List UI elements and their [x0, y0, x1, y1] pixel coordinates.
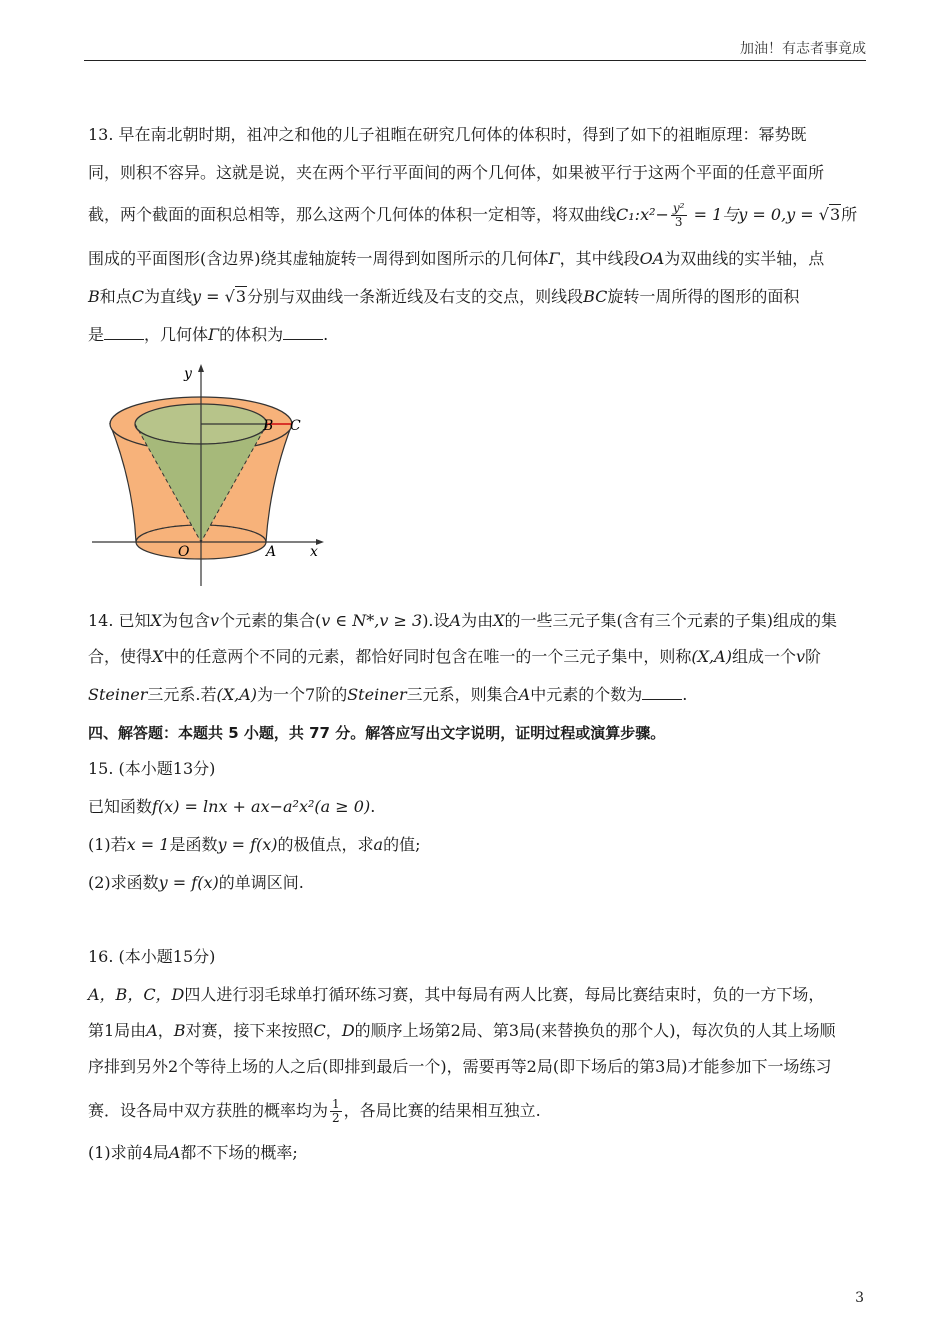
- text: 为双曲线的实半轴，点: [664, 249, 825, 268]
- text: 的极值点，求: [277, 835, 374, 854]
- text: 14. 已知: [88, 611, 151, 630]
- label-o: O: [178, 544, 190, 560]
- q13-line-1: [88, 124, 807, 146]
- text: 阶: [805, 647, 822, 666]
- hyperbola-name: C₁:x²−: [616, 205, 669, 224]
- var: D: [341, 1021, 355, 1040]
- text: .: [323, 325, 329, 344]
- text: 四人进行羽毛球单打循环练习赛，其中每局有两人比赛，每局比赛结束时，负的一方下场，: [184, 985, 825, 1004]
- text: 13. 早在南北朝时期，祖冲之和他的儿子祖暅在研究几何体的体积时，得到了如下的祖暅原理：幂势既: [88, 125, 807, 144]
- steiner: Steiner: [88, 685, 148, 704]
- point-c: C: [131, 287, 145, 306]
- text: 都不下场的概率;: [180, 1143, 298, 1162]
- text: 第1局由: [88, 1021, 147, 1040]
- q14-line-3: [88, 684, 687, 706]
- q16-part-1: [88, 1142, 298, 1164]
- text: 的单调区间.: [218, 873, 304, 892]
- q15-title: 15. (本小题13分): [88, 759, 216, 778]
- var: X: [152, 647, 164, 666]
- equation: y =: [192, 287, 225, 306]
- text: 已知函数: [88, 797, 153, 816]
- q16-line-2: [88, 1020, 836, 1042]
- text: 和点: [99, 287, 132, 306]
- text: 的一些三元子集(含有三个元素的子集)组成的集: [504, 611, 837, 630]
- answer-blank: [104, 325, 144, 340]
- fraction: [330, 1098, 342, 1125]
- label-b: B: [263, 418, 274, 434]
- text: .: [682, 685, 688, 704]
- gamma-symbol: Γ: [208, 325, 220, 344]
- text: (1)若: [88, 835, 127, 854]
- text: 旋转一周所得的图形的面积: [607, 287, 800, 306]
- text: ，各局比赛的结果相互独立.: [343, 1101, 541, 1120]
- text: (2)求函数: [88, 873, 159, 892]
- var: B: [173, 1021, 186, 1040]
- fraction: [671, 202, 687, 229]
- figure-svg: [88, 362, 338, 592]
- var: v: [795, 647, 805, 666]
- solid-of-revolution-figure: [88, 362, 338, 592]
- q16-line-1: [88, 984, 824, 1006]
- text: ，: [325, 1021, 342, 1040]
- answer-blank: [642, 685, 682, 700]
- section-heading: 四、解答题：本题共 5 小题，共 77 分。解答应写出文字说明，证明过程或演算步骤。: [88, 724, 666, 742]
- pair: (X,A): [216, 685, 258, 704]
- text: 三元系.若: [147, 685, 217, 704]
- q13-line-5: [88, 286, 799, 308]
- pair: (X,A): [691, 647, 732, 666]
- text: 的顺序上场第2局、第3局(来替换负的那个人)，每次负的人其上场顺: [354, 1021, 836, 1040]
- sqrt-symbol: √: [224, 287, 235, 306]
- text: ，几何体: [144, 325, 209, 344]
- page-number: 3: [855, 1290, 864, 1306]
- text: 围成的平面图形(含边界)绕其虚轴旋转一周得到如图所示的几何体: [88, 249, 549, 268]
- fraction-numerator: y²: [672, 201, 685, 215]
- text: 三元系，则集合: [406, 685, 519, 704]
- header-motto: 加油！有志者事竟成: [740, 41, 866, 57]
- equation: x = 1: [126, 835, 170, 854]
- label-a: A: [266, 544, 277, 560]
- text: 为包含: [161, 611, 210, 630]
- gamma-symbol: Γ: [548, 249, 560, 268]
- label-x: x: [310, 544, 318, 560]
- text: 对赛，接下来按照: [185, 1021, 314, 1040]
- function: f(x) = lnx + ax−a²x²(a ≥ 0): [152, 797, 371, 816]
- q16-line-4: [88, 1098, 541, 1125]
- page-header: [84, 32, 866, 61]
- q15-line-1: [88, 796, 375, 818]
- equation: y = 0,y =: [738, 205, 819, 224]
- text: (1)求前4局: [88, 1143, 169, 1162]
- segment-bc: BC: [583, 287, 608, 306]
- var: A: [449, 611, 462, 630]
- text: 为一个7阶的: [257, 685, 348, 704]
- q13-line-6: [88, 324, 328, 346]
- text: 合，使得: [88, 647, 153, 666]
- var: A: [146, 1021, 158, 1040]
- text: 赛．设各局中双方获胜的概率均为: [88, 1101, 329, 1120]
- text: 所: [841, 205, 858, 224]
- text: 分别与双曲线一条渐近线及右支的交点，则线段: [247, 287, 584, 306]
- fraction-denominator: 3: [674, 215, 683, 229]
- text: 截，两个截面的面积总相等，那么这两个几何体的体积一定相等，将双曲线: [88, 205, 617, 224]
- segment-oa: OA: [639, 249, 665, 268]
- q14-line-1: [88, 610, 837, 632]
- q16-title: 16. (本小题15分): [88, 947, 216, 966]
- var: v: [209, 611, 219, 630]
- q14-line-2: [88, 646, 821, 668]
- q15-part-1: [88, 834, 420, 856]
- text: 是函数: [169, 835, 218, 854]
- var: A: [518, 685, 531, 704]
- text: 的体积为: [219, 325, 284, 344]
- q13-line-2: [88, 162, 824, 184]
- text: 是: [88, 325, 105, 344]
- text: 中元素的个数为: [530, 685, 643, 704]
- q16-line-3: [88, 1056, 832, 1078]
- label-y: y: [184, 366, 192, 382]
- fraction-numerator: 1: [332, 1097, 340, 1111]
- text: 同，则积不容异。这就是说，夹在两个平行平面间的两个几何体，如果被平行于这两个平面的任意平面所: [88, 163, 825, 182]
- text: ，其中线段: [559, 249, 640, 268]
- text: 序排到另外2个等待上场的人之后(即排到最后一个)，需要再等2局(即下场后的第3局)才能参加下一场练习: [88, 1057, 832, 1076]
- text: ).设: [422, 611, 450, 630]
- label-c: C: [290, 418, 301, 434]
- condition: v ∈ N*,v ≥ 3: [321, 611, 423, 630]
- text: 为由: [461, 611, 494, 630]
- steiner: Steiner: [347, 685, 407, 704]
- answer-blank: [283, 325, 323, 340]
- players: A，B，C，D: [88, 985, 185, 1004]
- text: 的值;: [383, 835, 421, 854]
- sqrt-value: 3: [829, 205, 841, 224]
- var: A: [168, 1143, 181, 1162]
- fraction-denominator: 2: [332, 1111, 340, 1125]
- equation: y = f(x): [158, 873, 219, 892]
- var: X: [493, 611, 505, 630]
- var: a: [373, 835, 384, 854]
- equation: = 1与: [688, 205, 739, 224]
- sqrt-value: 3: [235, 287, 247, 306]
- text: 组成一个: [731, 647, 796, 666]
- var: X: [150, 611, 162, 630]
- sqrt-symbol: √: [818, 205, 829, 224]
- equation: y = f(x): [217, 835, 278, 854]
- text: 为直线: [144, 287, 193, 306]
- text: ，: [157, 1021, 174, 1040]
- y-axis-arrow-icon: [198, 364, 204, 372]
- text: .: [370, 797, 376, 816]
- q15-part-2: [88, 872, 304, 894]
- q13-line-4: [88, 248, 824, 270]
- text: 个元素的集合(: [219, 611, 322, 630]
- var: C: [313, 1021, 326, 1040]
- point-b: B: [88, 287, 100, 306]
- q13-line-3: [88, 202, 857, 229]
- text: 中的任意两个不同的元素，都恰好同时包含在唯一的一个三元子集中，则称: [163, 647, 692, 666]
